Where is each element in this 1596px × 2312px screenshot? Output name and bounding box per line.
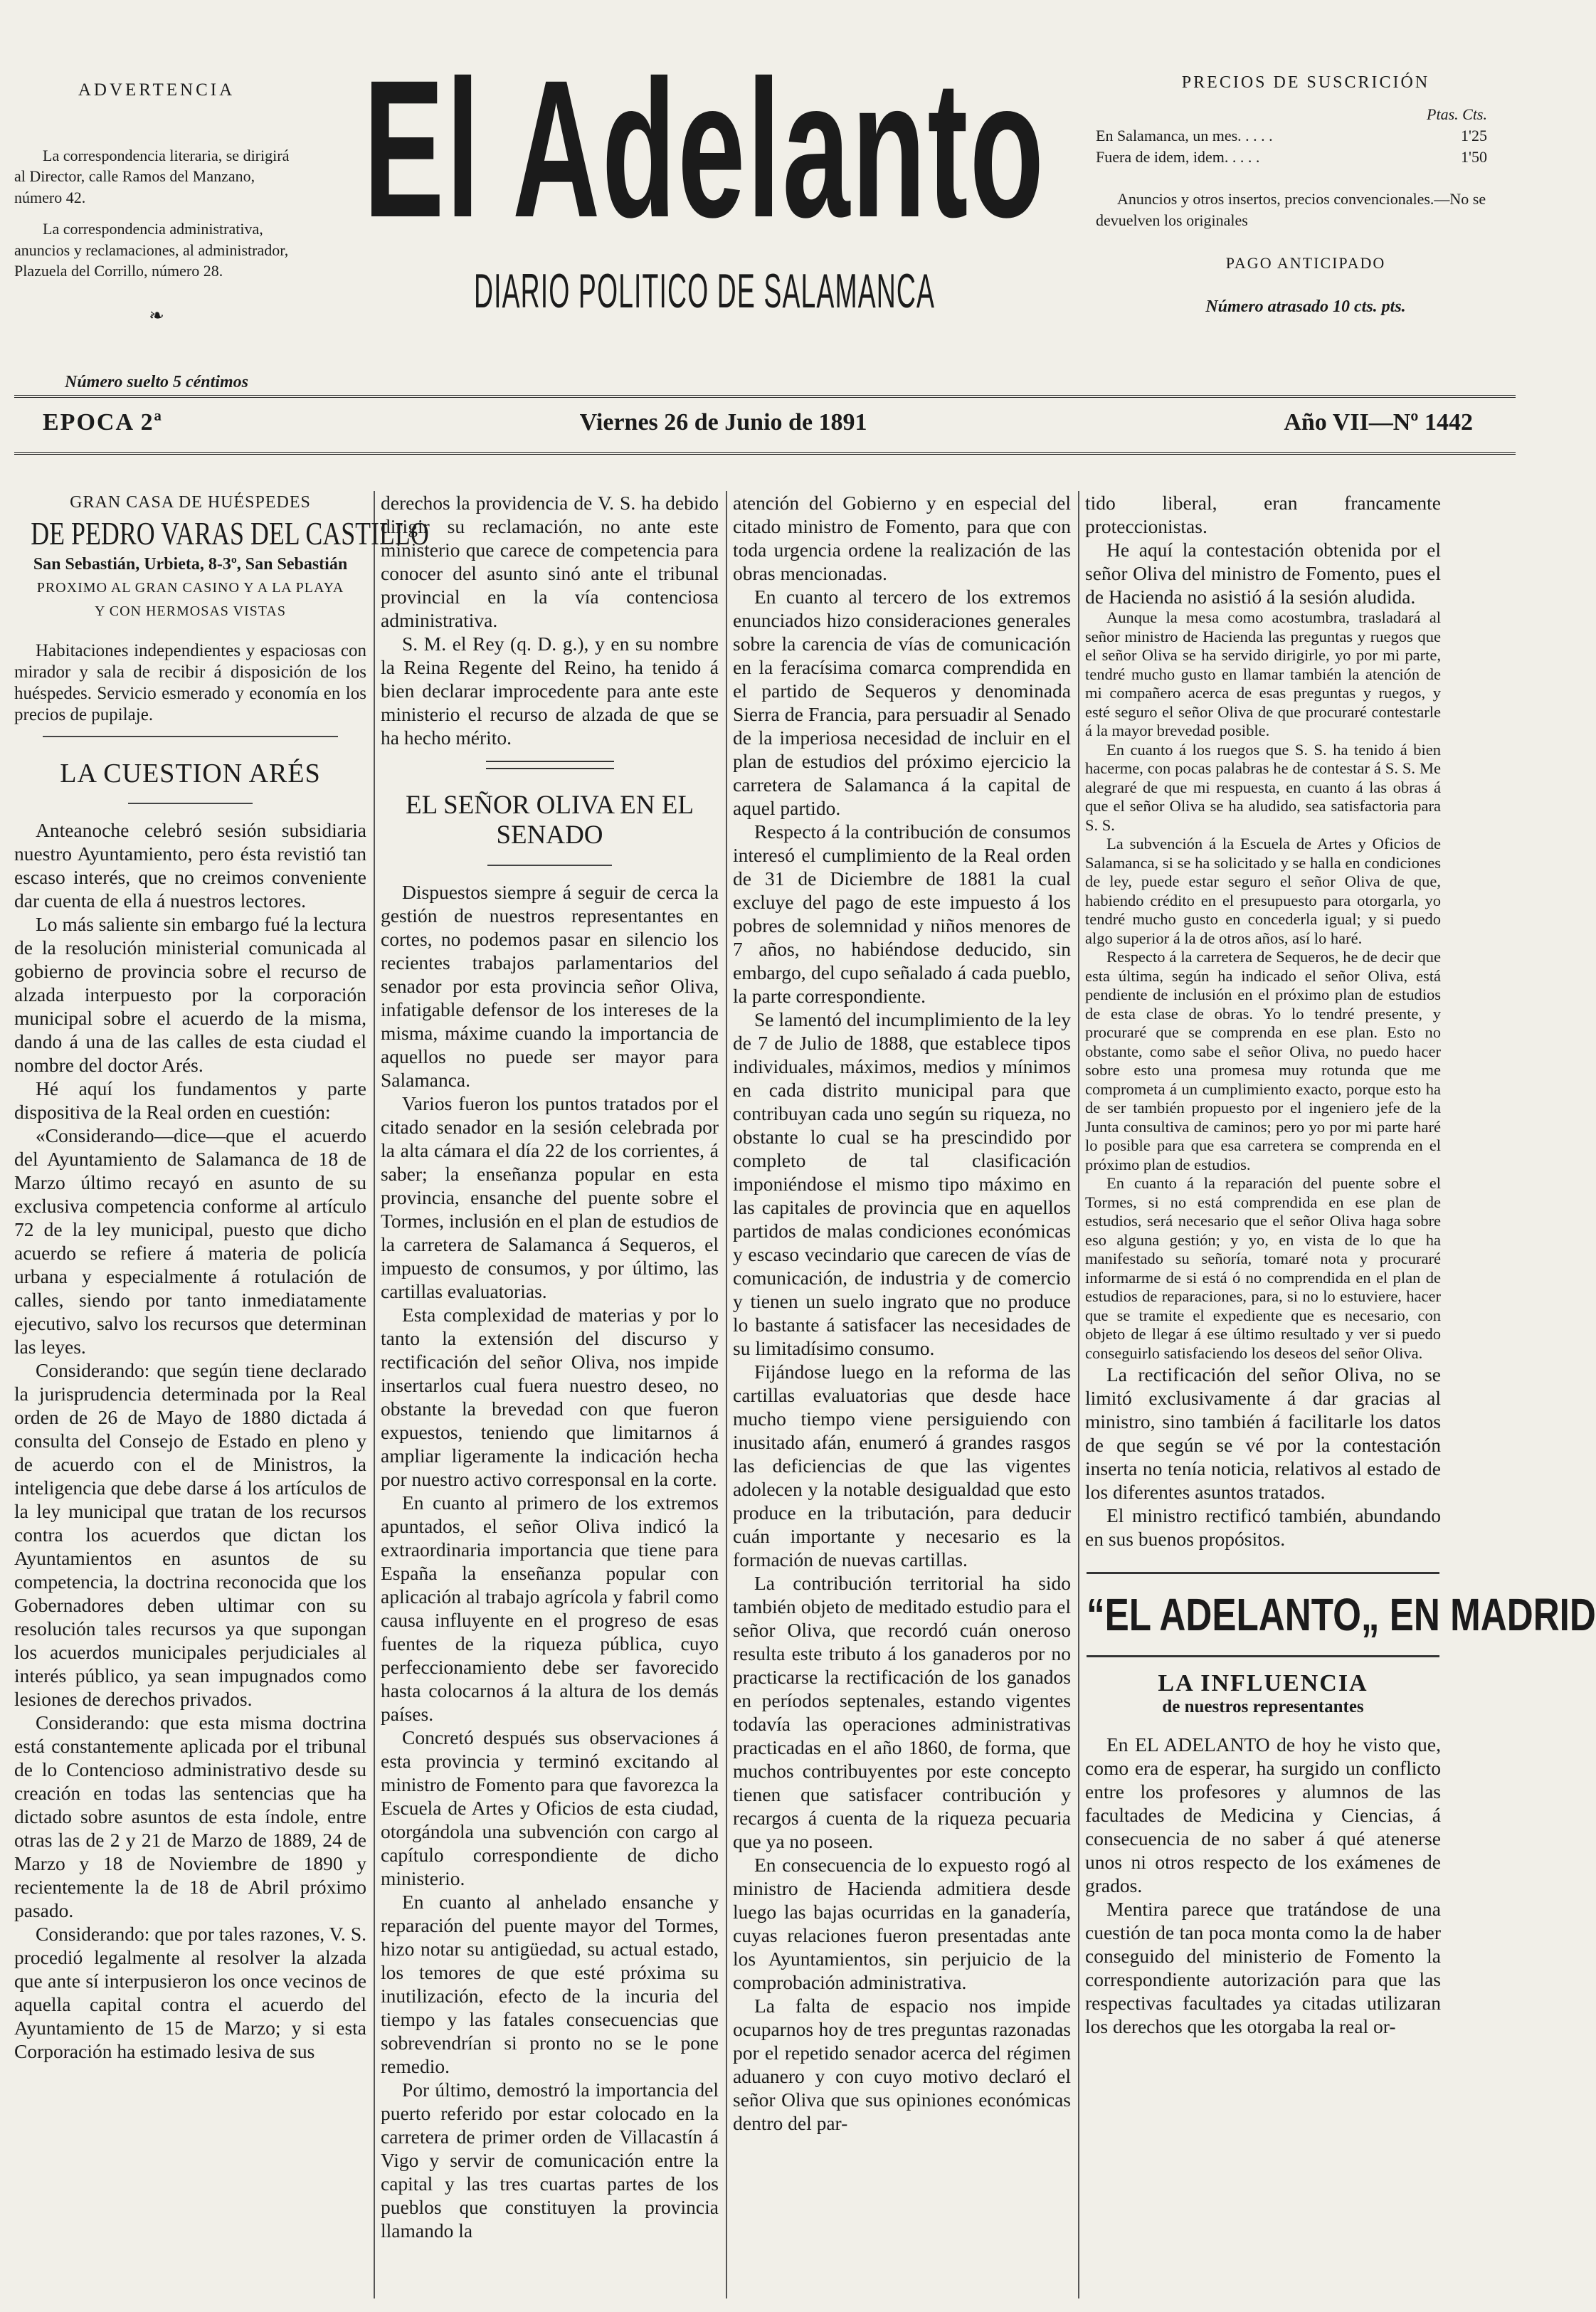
paragraph: tido liberal, eran francamente proteccionistas. <box>1085 492 1441 537</box>
paragraph: Anteanoche celebró sesión subsidiaria nuestro Ayuntamiento, pero ésta revistió tan escaso interés, que no creimos conveniente dar cuenta de ella á nuestros lectores. <box>14 819 366 912</box>
ministerial-reply <box>1085 608 1441 1363</box>
paragraph: Concretó después sus observaciones á esta provincia y terminó excitando al ministro de Fomento para que favorezca la Escuela de Artes y Oficios de esta ciudad, otorgándola una subvención con cargo al capítulo correspondiente de dicho ministerio. <box>381 1726 719 1889</box>
article-title-cuestion: LA CUESTION ARÉS <box>60 759 321 788</box>
masthead-title: El Adelanto <box>363 40 1046 258</box>
paragraph: Aunque la mesa como acostumbra, trasladará al señor ministro de Hacienda las preguntas y ruegos que el señor Oliva se ha servido dirigirle, yo por mi parte, tendré mucho gusto en llamar también la atención de mi compañero acerca de esas preguntas y ruegos, y esté seguro el señor Oliva de que procuraré contestarle á la mayor brevedad posible. <box>1085 608 1441 739</box>
column-divider <box>1078 491 1079 2298</box>
precios-row-1-value: 1'25 <box>1461 127 1487 145</box>
ad-line-4: PROXIMO AL GRAN CASINO Y A LA PLAYA <box>36 580 344 596</box>
paragraph: Respecto á la carretera de Sequeros, he de decir que esta última, según ha indicado el señor Oliva, está pendiente de inclusión en el próximo plan de estudios de esta clase de obras. Yo lo tendré presente, y procuraré que se comprenda en ese plan. Esto no obstante, como sabe el señor Oliva, no puedo hacer sobre esto una promesa muy rotunda que me comprometa á un cumplimiento exacto, porque esto ha de ser también propuesto por el ingeniero jefe de la Junta consultiva de caminos; pero yo por mi parte haré lo posible para que esa carretera se comprenda en el próximo plan de estudios. <box>1085 948 1441 1173</box>
masthead-subtitle: DIARIO POLITICO DE SALAMANCA <box>473 264 936 318</box>
ad-line-1: GRAN CASA DE HUÉSPEDES <box>70 493 311 512</box>
paragraph: El ministro rectificó también, abundando en sus buenos propósitos. <box>1085 1504 1441 1550</box>
column-4 <box>1085 491 1596 2038</box>
column-1 <box>14 491 429 2063</box>
dateline <box>43 409 1473 436</box>
precios-box <box>1096 71 1516 318</box>
issue-number: Año VII—Nº 1442 <box>1284 409 1473 436</box>
top-rule <box>14 395 1516 398</box>
paragraph: Varios fueron los puntos tratados por el citado senador en la sesión celebrada por la alta cámara el día 22 de los corrientes, á saber; la enseñanza popular en esta provincia, ensanche del puente sobre el Tormes, inclusión en el plan de estudios de la carretera de Salamanca á Sequeros, el impuesto de consumos, y por último, las cartillas evaluatorias. <box>381 1092 719 1302</box>
influencia-title: LA INFLUENCIA <box>1158 1670 1368 1696</box>
paragraph: Se lamentó del incumplimiento de la ley de 7 de Julio de 1888, que establece tipos individuales, máximos, medios y mínimos en cada distrito municipal para que contribuyan cada uno según su riqueza, no obstante lo cual se ha prescindido por completo de tal clasificación imponiéndose el mismo tipo máximo en las capitales de provincia que en aquellos partidos de malas condiciones económicas y escaso vecindario que carecen de vías de comunicación, de industria y de comercio y tienen un suelo ingrato que no produce lo bastante á satisfacer las necesidades de su limitadísimo consumo. <box>733 1008 1071 1359</box>
paragraph: En consecuencia de lo expuesto rogó al ministro de Hacienda admitiera desde luego las bajas ocurridas en la ganadería, cuyas relaciones fueron presentadas ante los Ayuntamientos, sin perjuicio de la comprobación administrativa. <box>733 1854 1071 1993</box>
column-3 <box>733 491 1071 2135</box>
section-banner: “EL ADELANTO„ EN MADRID <box>1087 1572 1439 1657</box>
precios-anuncios: Anuncios y otros insertos, precios convencionales.—No se devuelven los originales <box>1096 190 1486 230</box>
advertencia-box <box>14 78 299 394</box>
paragraph: S. M. el Rey (q. D. g.), y en su nombre la Reina Regente del Reino, ha tenido á bien declarar improcedente para ante este ministerio el recurso de alzada de que se ha hecho mérito. <box>381 633 719 749</box>
paragraph: atención del Gobierno y en especial del citado ministro de Fomento, para que con toda urgencia ordene la realización de las obras mencionadas. <box>733 492 1071 584</box>
paragraph: He aquí la contestación obtenida por el señor Oliva del ministro de Fomento, pues el de Hacienda no asistió á la sesión aludida. <box>1085 539 1441 608</box>
paragraph: Mentira parece que tratándose de una cuestión de tan poca monta como la de haber conseguido del ministerio de Fomento la correspondiente autorización para que las respectivas facultades ya citadas utilizaran los derechos que les otorgaba la real or- <box>1085 1898 1441 2037</box>
masthead <box>356 40 1053 319</box>
paragraph: La rectificación del señor Oliva, no se limitó exclusivamente á dar gracias al ministro, sino también á facilitarle los datos de que según se vé por la contestación inserta no tenía noticia, relativos al estado de los diferentes asuntos tratados. <box>1085 1363 1441 1503</box>
paragraph: En cuanto al anhelado ensanche y reparación del puente mayor del Tormes, hizo notar su antigüedad, su actual estado, los temores de que esté próxima su inutilización, efecto de la incuria del tiempo y las fatales consecuencias que sobrevendrían si pronto no se le pone remedio. <box>381 1891 719 2077</box>
precios-row-2-value: 1'50 <box>1461 147 1487 166</box>
separator <box>128 803 253 804</box>
paragraph: Por último, demostró la importancia del puerto referido por estar colocado en la carretera de primer orden de Villacastín á Vigo y servir de comunicación entre la capital y las tres cuartas partes de los pueblos que constituyen la provincia llamando la <box>381 2079 719 2242</box>
influencia-subtitle: de nuestros representantes <box>1162 1697 1364 1716</box>
ornament-icon: ❧ <box>149 305 164 326</box>
ornamental-separator <box>486 761 614 769</box>
precios-row-2 <box>1096 147 1516 168</box>
article-title-oliva: EL SEÑOR OLIVA EN EL SENADO <box>406 791 694 850</box>
paragraph: La falta de espacio nos impide ocuparnos hoy de tres preguntas razonadas por el repetido senador acerca del régimen aduanero y con cuyo motivo declaró el señor Oliva que sus opiniones económicas dentro del par- <box>733 1995 1071 2134</box>
paragraph: Considerando: que por tales razones, V. S. procedió legalmente al resolver la alzada que ante sí interpusieron los once vecinos de aquella capital contra el acuerdo del Ayuntamiento de 15 de Marzo; y si esta Corporación ha estimado lesiva de sus <box>14 1923 366 2062</box>
column-divider <box>374 491 375 2298</box>
ad-line-2: DE PEDRO VARAS DEL CASTILLO <box>31 515 429 551</box>
column-divider <box>726 491 727 2298</box>
paragraph: «Considerando—dice—que el acuerdo del Ayuntamiento de Salamanca de 18 de Marzo último recayó en asunto de su exclusiva competencia conforme al artículo 72 de la ley municipal, puesto que dicho acuerdo se refiere á materia de policía urbana y especialmente á rotulación de calles, siendo por tanto inmediatamente ejecutivo, salvo los recursos que determinan las leyes. <box>14 1124 366 1358</box>
paragraph: En EL ADELANTO de hoy he visto que, como era de esperar, ha surgido un conflicto entre los profesores y alumnos de las facultades de Medicina y Ciencias, á consecuencia de no saber á qué atenerse unos ni otros respecto de los exámenes de grados. <box>1085 1733 1441 1896</box>
separator <box>487 865 612 866</box>
precios-row-1 <box>1096 125 1516 147</box>
numero-atrasado: Número atrasado 10 cts. pts. <box>1205 297 1406 316</box>
pago-anticipado: PAGO ANTICIPADO <box>1225 253 1386 272</box>
paragraph: Fijándose luego en la reforma de las cartillas evaluatorias que desde hace mucho tiempo viene persiguiendo con inusitado afán, enumeró á grandes rasgos las deficiencias de que las vigentes adolecen y la notable desigualdad que esto produce en la tributación, para deducir cuán importante y necesario es la formación de nuevas cartillas. <box>733 1361 1071 1571</box>
issue-date: Viernes 26 de Junio de 1891 <box>579 409 867 436</box>
paragraph: En cuanto al tercero de los extremos enunciados hizo consideraciones generales sobre la carencia de vías de comunicación en la feracísima comarca comprendida en el partido de Sequeros y denominada Sierra de Francia, para persuadir al Senado de la imperiosa necesidad de incluir en el plan de estudios del próximo ejercicio la carretera de Salamanca á la capital de aquel partido. <box>733 586 1071 819</box>
advertencia-title: ADVERTENCIA <box>78 80 236 100</box>
precios-units: Ptas. Cts. <box>1427 105 1487 124</box>
ad-line-5: Y CON HERMOSAS VISTAS <box>95 603 286 619</box>
precios-title: PRECIOS DE SUSCRICIÓN <box>1181 73 1430 92</box>
separator <box>43 736 338 737</box>
paragraph: Esta complexidad de materias y por lo tanto la extensión del discurso y rectificación del señor Oliva, nos impide insertarlos cual fuera nuestro deseo, no obstante la brevedad con que fueron expuestos, teniendo que limitarnos á ampliar ligeramente la indicación hecha por nuestro activo corresponsal en la corte. <box>381 1304 719 1490</box>
paragraph: derechos la providencia de V. S. ha debido dirigir su reclamación, no ante este ministerio que carece de competencia para conocer del asunto sinó ante el tribunal provincial en la vía contenciosa administrativa. <box>381 492 719 631</box>
epoca: EPOCA 2ª <box>43 409 163 436</box>
precios-row-1-label: En Salamanca, un mes. . . . . <box>1096 127 1273 145</box>
paragraph: En cuanto á los ruegos que S. S. ha tenido á bien hacerme, con pocas palabras he de contestar á S. S. Me alegraré de que mi respuesta, en cuanto á las obras á que el señor Oliva se ha aludido, sea satisfactoria para S. S. <box>1085 740 1441 834</box>
paragraph: Lo más saliente sin embargo fué la lectura de la resolución ministerial comunicada al gobierno de provincia sobre el recurso de alzada interpuesto por la corporación municipal sobre el acuerdo de la misma, dando á una de las calles de esta ciudad el nombre del doctor Arés. <box>14 913 366 1076</box>
paragraph: Respecto á la contribución de consumos interesó el cumplimiento de la Real orden de 31 de Diciembre de 1881 la cual excluye del pago de este impuesto á los pobres de solemnidad y niños menores de 7 años, no habiéndose deducido, sin embargo, del cupo señalado á cada pueblo, la parte correspondiente. <box>733 820 1071 1007</box>
paragraph: Hé aquí los fundamentos y parte dispositiva de la Real orden en cuestión: <box>14 1077 366 1123</box>
numero-suelto: Número suelto 5 céntimos <box>64 372 248 391</box>
ad-body: Habitaciones independientes y espaciosas con mirador y sala de recibir á disposición de los huéspedes. Servicio esmerado y economía en los precios de pupilaje. <box>14 641 366 724</box>
paragraph: Dispuestos siempre á seguir de cerca la gestión de nuestros representantes en cortes, no podemos pasar en silencio los recientes trabajos parlamentarios del senador por esta provincia señor Oliva, infatigable defensor de los intereses de la misma, máxime cuando la importancia de aquellos no puede ser mayor para Salamanca. <box>381 881 719 1091</box>
paragraph: La subvención á la Escuela de Artes y Oficios de Salamanca, si se ha solicitado y se halla en condiciones de ley, puede estar seguro el señor Oliva de que, habiendo crédito en el presupuesto para otorgarla, yo tendré mucho gusto en concederla igual; y si puedo algo superior á la de otros años, así lo haré. <box>1085 835 1441 947</box>
paragraph: Considerando: que según tiene declarado la jurisprudencia determinada por la Real orden de 26 de Mayo de 1880 dictada á consulta del Consejo de Estado en pleno y de acuerdo con el de Ministros, la inteligencia que debe darse á los artículos de la ley municipal que tratan de los recursos contra los acuerdos que dictan los Ayuntamientos en asuntos de su competencia, la doctrina reconocida que los Gobernadores deben ultimar con su resolución tales recursos ya que supongan los acuerdos municipales perjudiciales al interés público, ya sean impugnados como lesiones de derechos privados. <box>14 1359 366 1710</box>
paragraph: La contribución territorial ha sido también objeto de meditado estudio para el señor Oliva, que recordó cuán oneroso resulta este tributo á los ganaderos por no practicarse la rectificación de los ganados en períodos septenales, estando vigentes todavía las operaciones administrativas practicadas en el año 1860, de forma, que muchos contribuyentes por este concepto tienen que satisfacer contribución y recargos á cuenta de la riqueza pecuaria que ya no poseen. <box>733 1572 1071 1852</box>
paragraph: En cuanto á la reparación del puente sobre el Tormes, si no está comprendida en ese plan de estudios, será necesario que el señor Oliva haga sobre eso alguna gestión; y yo, en vista de lo que ha manifestado su señoría, tomaré nota y procuraré informarme de si está ó no comprendida en el plan de estudios de reparaciones, para, si no lo estuviere, hacer que se tramite el expediente que es necesario, con objeto de llegar á ese último resultado y ver si puedo conseguirlo satisfaciendo los deseos del señor Oliva. <box>1085 1174 1441 1362</box>
advertencia-p2: La correspondencia administrativa, anuncios y reclamaciones, al administrador, Plazuela del Corrillo, número 28. <box>14 219 289 280</box>
ad-line-3: San Sebastián, Urbieta, 8-3º, San Sebastián <box>33 555 348 574</box>
paragraph: Considerando: que esta misma doctrina está constantemente aplicada por el tribunal de lo Contencioso administrativo desde su creación en todas las sentencias que ha dictado sobre asuntos de esta índole, entre otras las de 2 y 21 de Marzo de 1889, 24 de Marzo y 18 de Noviembre de 1890 y recientemente la de 18 de Abril próximo pasado. <box>14 1711 366 1921</box>
bottom-rule <box>14 452 1516 455</box>
advertencia-p1: La correspondencia literaria, se dirigirá al Director, calle Ramos del Manzano, número 42. <box>14 146 290 207</box>
precios-row-2-label: Fuera de idem, idem. . . . . <box>1096 147 1260 166</box>
advertisement <box>14 491 429 726</box>
paragraph: En cuanto al primero de los extremos apuntados, el señor Oliva indicó la extraordinaria importancia que tiene para España la enseñanza popular con aplicación al trabajo agrícola y fabril como causa influyente en el progreso de esas fuentes de la riqueza pública, cuyo perfeccionamiento debe ser favorecido hasta colocarnos á la altura de los demás países. <box>381 1492 719 1725</box>
column-2 <box>381 491 719 2242</box>
